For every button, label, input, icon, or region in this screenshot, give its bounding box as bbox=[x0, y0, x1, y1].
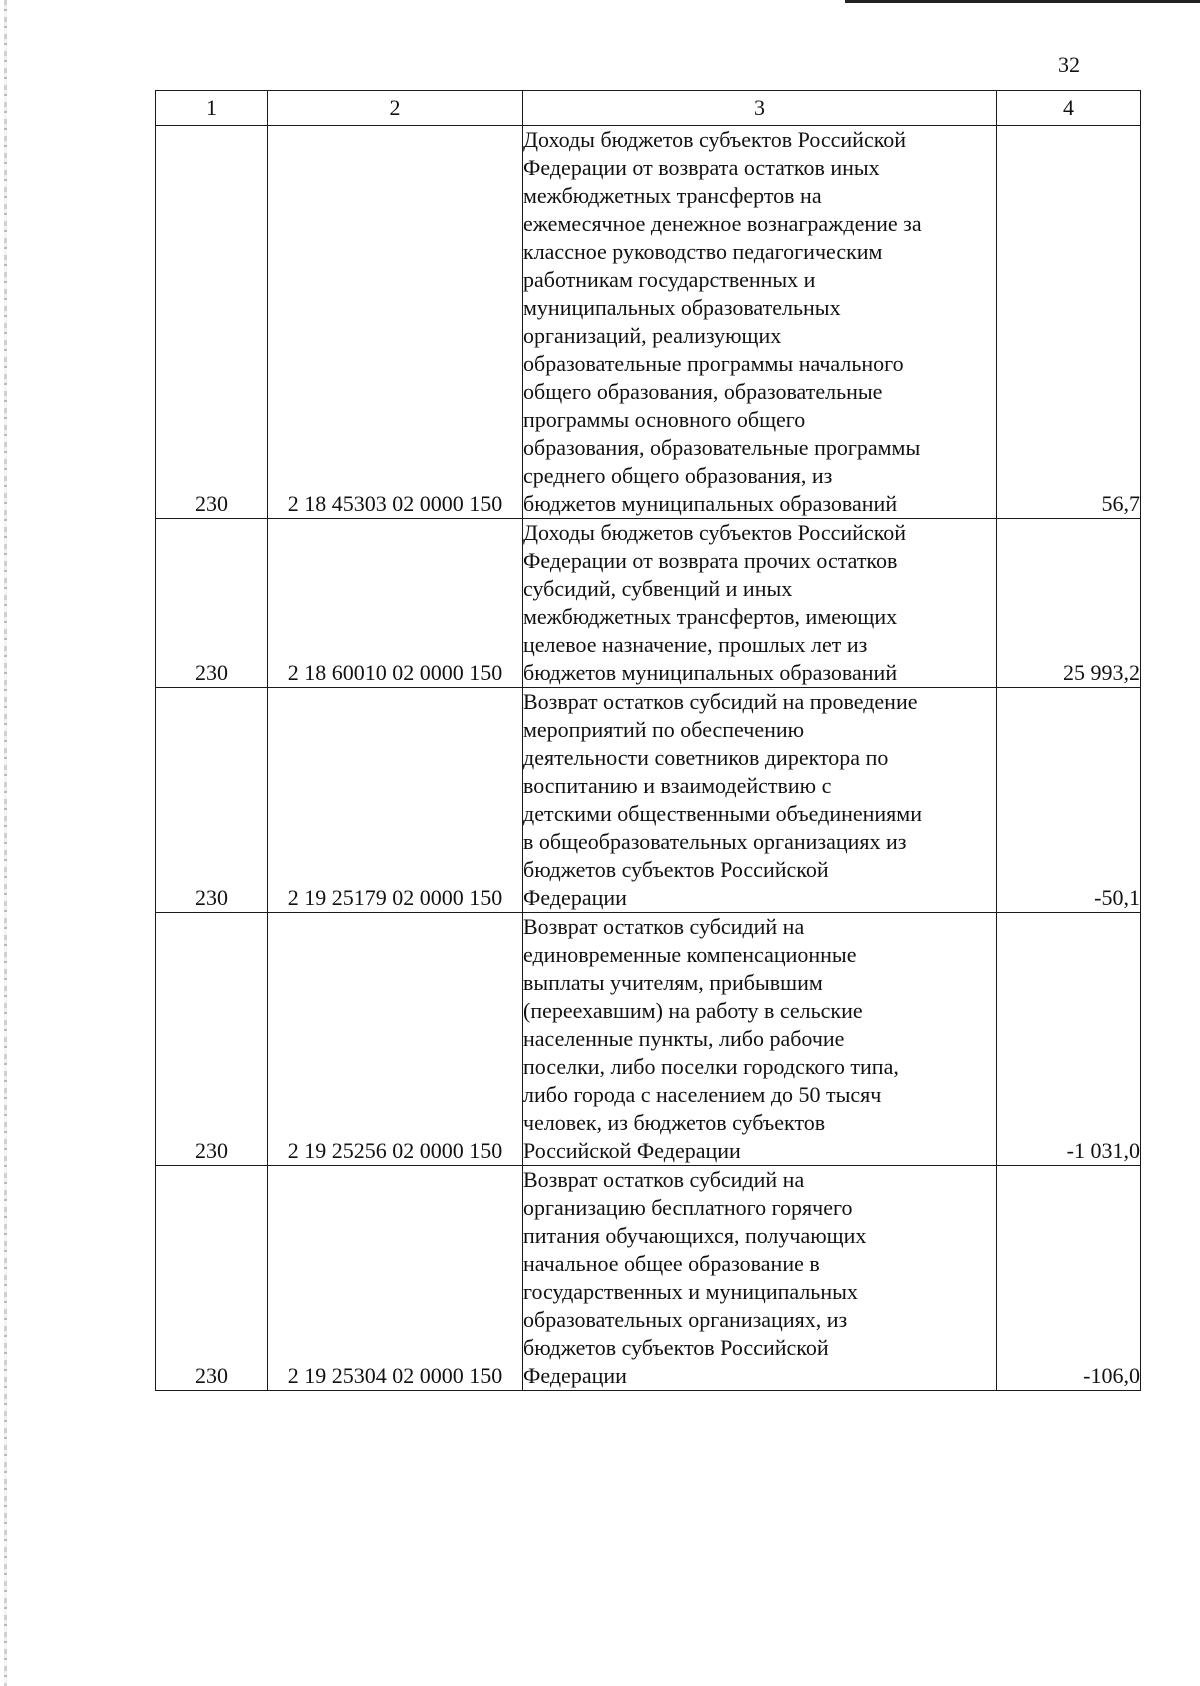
description-line: в общеобразовательных организациях из bbox=[523, 829, 907, 854]
description-line: субсидий, субвенций и иных bbox=[523, 576, 793, 601]
description-line: Федерации от возврата остатков иных bbox=[523, 155, 880, 180]
row-amount: -1 031,0 bbox=[997, 913, 1141, 1166]
row-budget-code: 2 19 25179 02 0000 150 bbox=[268, 688, 523, 913]
budget-table bbox=[155, 90, 1141, 1391]
row-description bbox=[523, 688, 997, 913]
description-line: межбюджетных трансфертов, имеющих bbox=[523, 604, 898, 629]
row-description bbox=[523, 913, 997, 1166]
description-line: человек, из бюджетов субъектов bbox=[523, 1110, 826, 1135]
description-line: межбюджетных трансфертов на bbox=[523, 183, 822, 208]
description-line: бюджетов муниципальных образований bbox=[523, 660, 898, 685]
row-amount: 25 993,2 bbox=[997, 519, 1141, 688]
row-budget-code: 2 18 60010 02 0000 150 bbox=[268, 519, 523, 688]
table-row bbox=[156, 126, 1141, 519]
header-col-4: 4 bbox=[997, 91, 1141, 126]
description-line: Возврат остатков субсидий на проведение bbox=[523, 689, 918, 714]
description-line: выплаты учителям, прибывшим bbox=[523, 970, 823, 995]
description-line: бюджетов субъектов Российской bbox=[523, 1335, 829, 1360]
description-line: программы основного общего bbox=[523, 407, 806, 432]
description-line: классное руководство педагогическим bbox=[523, 239, 883, 264]
description-line: организацию бесплатного горячего bbox=[523, 1195, 853, 1220]
description-line: Федерации bbox=[523, 885, 627, 910]
description-line: начальное общее образование в bbox=[523, 1251, 820, 1276]
description-line: Федерации от возврата прочих остатков bbox=[523, 548, 898, 573]
row-amount: 56,7 bbox=[997, 126, 1141, 519]
description-line: муниципальных образовательных bbox=[523, 295, 841, 320]
description-line: единовременные компенсационные bbox=[523, 942, 857, 967]
description-line: бюджетов муниципальных образований bbox=[523, 491, 898, 516]
description-line: образовательных организациях, из bbox=[523, 1307, 848, 1332]
page-number: 32 bbox=[1058, 52, 1080, 77]
description-line: образовательные программы начального bbox=[523, 351, 904, 376]
description-line: государственных и муниципальных bbox=[523, 1279, 858, 1304]
header-col-2: 2 bbox=[268, 91, 523, 126]
row-admin-code: 230 bbox=[156, 1166, 268, 1391]
table-row bbox=[156, 1166, 1141, 1391]
description-line: ежемесячное денежное вознаграждение за bbox=[523, 211, 922, 236]
description-line: работникам государственных и bbox=[523, 267, 816, 292]
description-line: Федерации bbox=[523, 1363, 627, 1388]
row-budget-code: 2 19 25304 02 0000 150 bbox=[268, 1166, 523, 1391]
description-line: воспитанию и взаимодействию с bbox=[523, 773, 832, 798]
description-line: Возврат остатков субсидий на bbox=[523, 914, 805, 939]
row-description bbox=[523, 126, 997, 519]
table-row bbox=[156, 913, 1141, 1166]
description-line: населенные пункты, либо рабочие bbox=[523, 1026, 845, 1051]
description-line: детскими общественными объединениями bbox=[523, 801, 922, 826]
description-line: Доходы бюджетов субъектов Российской bbox=[523, 520, 907, 545]
scan-edge-top bbox=[845, 0, 1200, 3]
description-line: общего образования, образовательные bbox=[523, 379, 883, 404]
table-row bbox=[156, 519, 1141, 688]
header-col-1: 1 bbox=[156, 91, 268, 126]
row-admin-code: 230 bbox=[156, 913, 268, 1166]
description-line: Российской Федерации bbox=[523, 1138, 741, 1163]
row-amount: -106,0 bbox=[997, 1166, 1141, 1391]
description-line: деятельности советников директора по bbox=[523, 745, 889, 770]
scan-edge-left bbox=[4, 0, 7, 1686]
row-description bbox=[523, 1166, 997, 1391]
row-budget-code: 2 19 25256 02 0000 150 bbox=[268, 913, 523, 1166]
row-budget-code: 2 18 45303 02 0000 150 bbox=[268, 126, 523, 519]
header-col-3: 3 bbox=[523, 91, 997, 126]
description-line: Доходы бюджетов субъектов Российской bbox=[523, 127, 907, 152]
description-line: целевое назначение, прошлых лет из bbox=[523, 632, 868, 657]
description-line: либо города с населением до 50 тысяч bbox=[523, 1082, 882, 1107]
table-row bbox=[156, 688, 1141, 913]
row-description bbox=[523, 519, 997, 688]
description-line: поселки, либо поселки городского типа, bbox=[523, 1054, 899, 1079]
description-line: среднего общего образования, из bbox=[523, 463, 833, 488]
description-line: бюджетов субъектов Российской bbox=[523, 857, 829, 882]
row-admin-code: 230 bbox=[156, 688, 268, 913]
description-line: (переехавшим) на работу в сельские bbox=[523, 998, 863, 1023]
description-line: мероприятий по обеспечению bbox=[523, 717, 805, 742]
description-line: организаций, реализующих bbox=[523, 323, 782, 348]
row-amount: -50,1 bbox=[997, 688, 1141, 913]
header-row bbox=[156, 91, 1141, 126]
description-line: питания обучающихся, получающих bbox=[523, 1223, 867, 1248]
row-admin-code: 230 bbox=[156, 519, 268, 688]
description-line: образования, образовательные программы bbox=[523, 435, 921, 460]
description-line: Возврат остатков субсидий на bbox=[523, 1167, 805, 1192]
row-admin-code: 230 bbox=[156, 126, 268, 519]
